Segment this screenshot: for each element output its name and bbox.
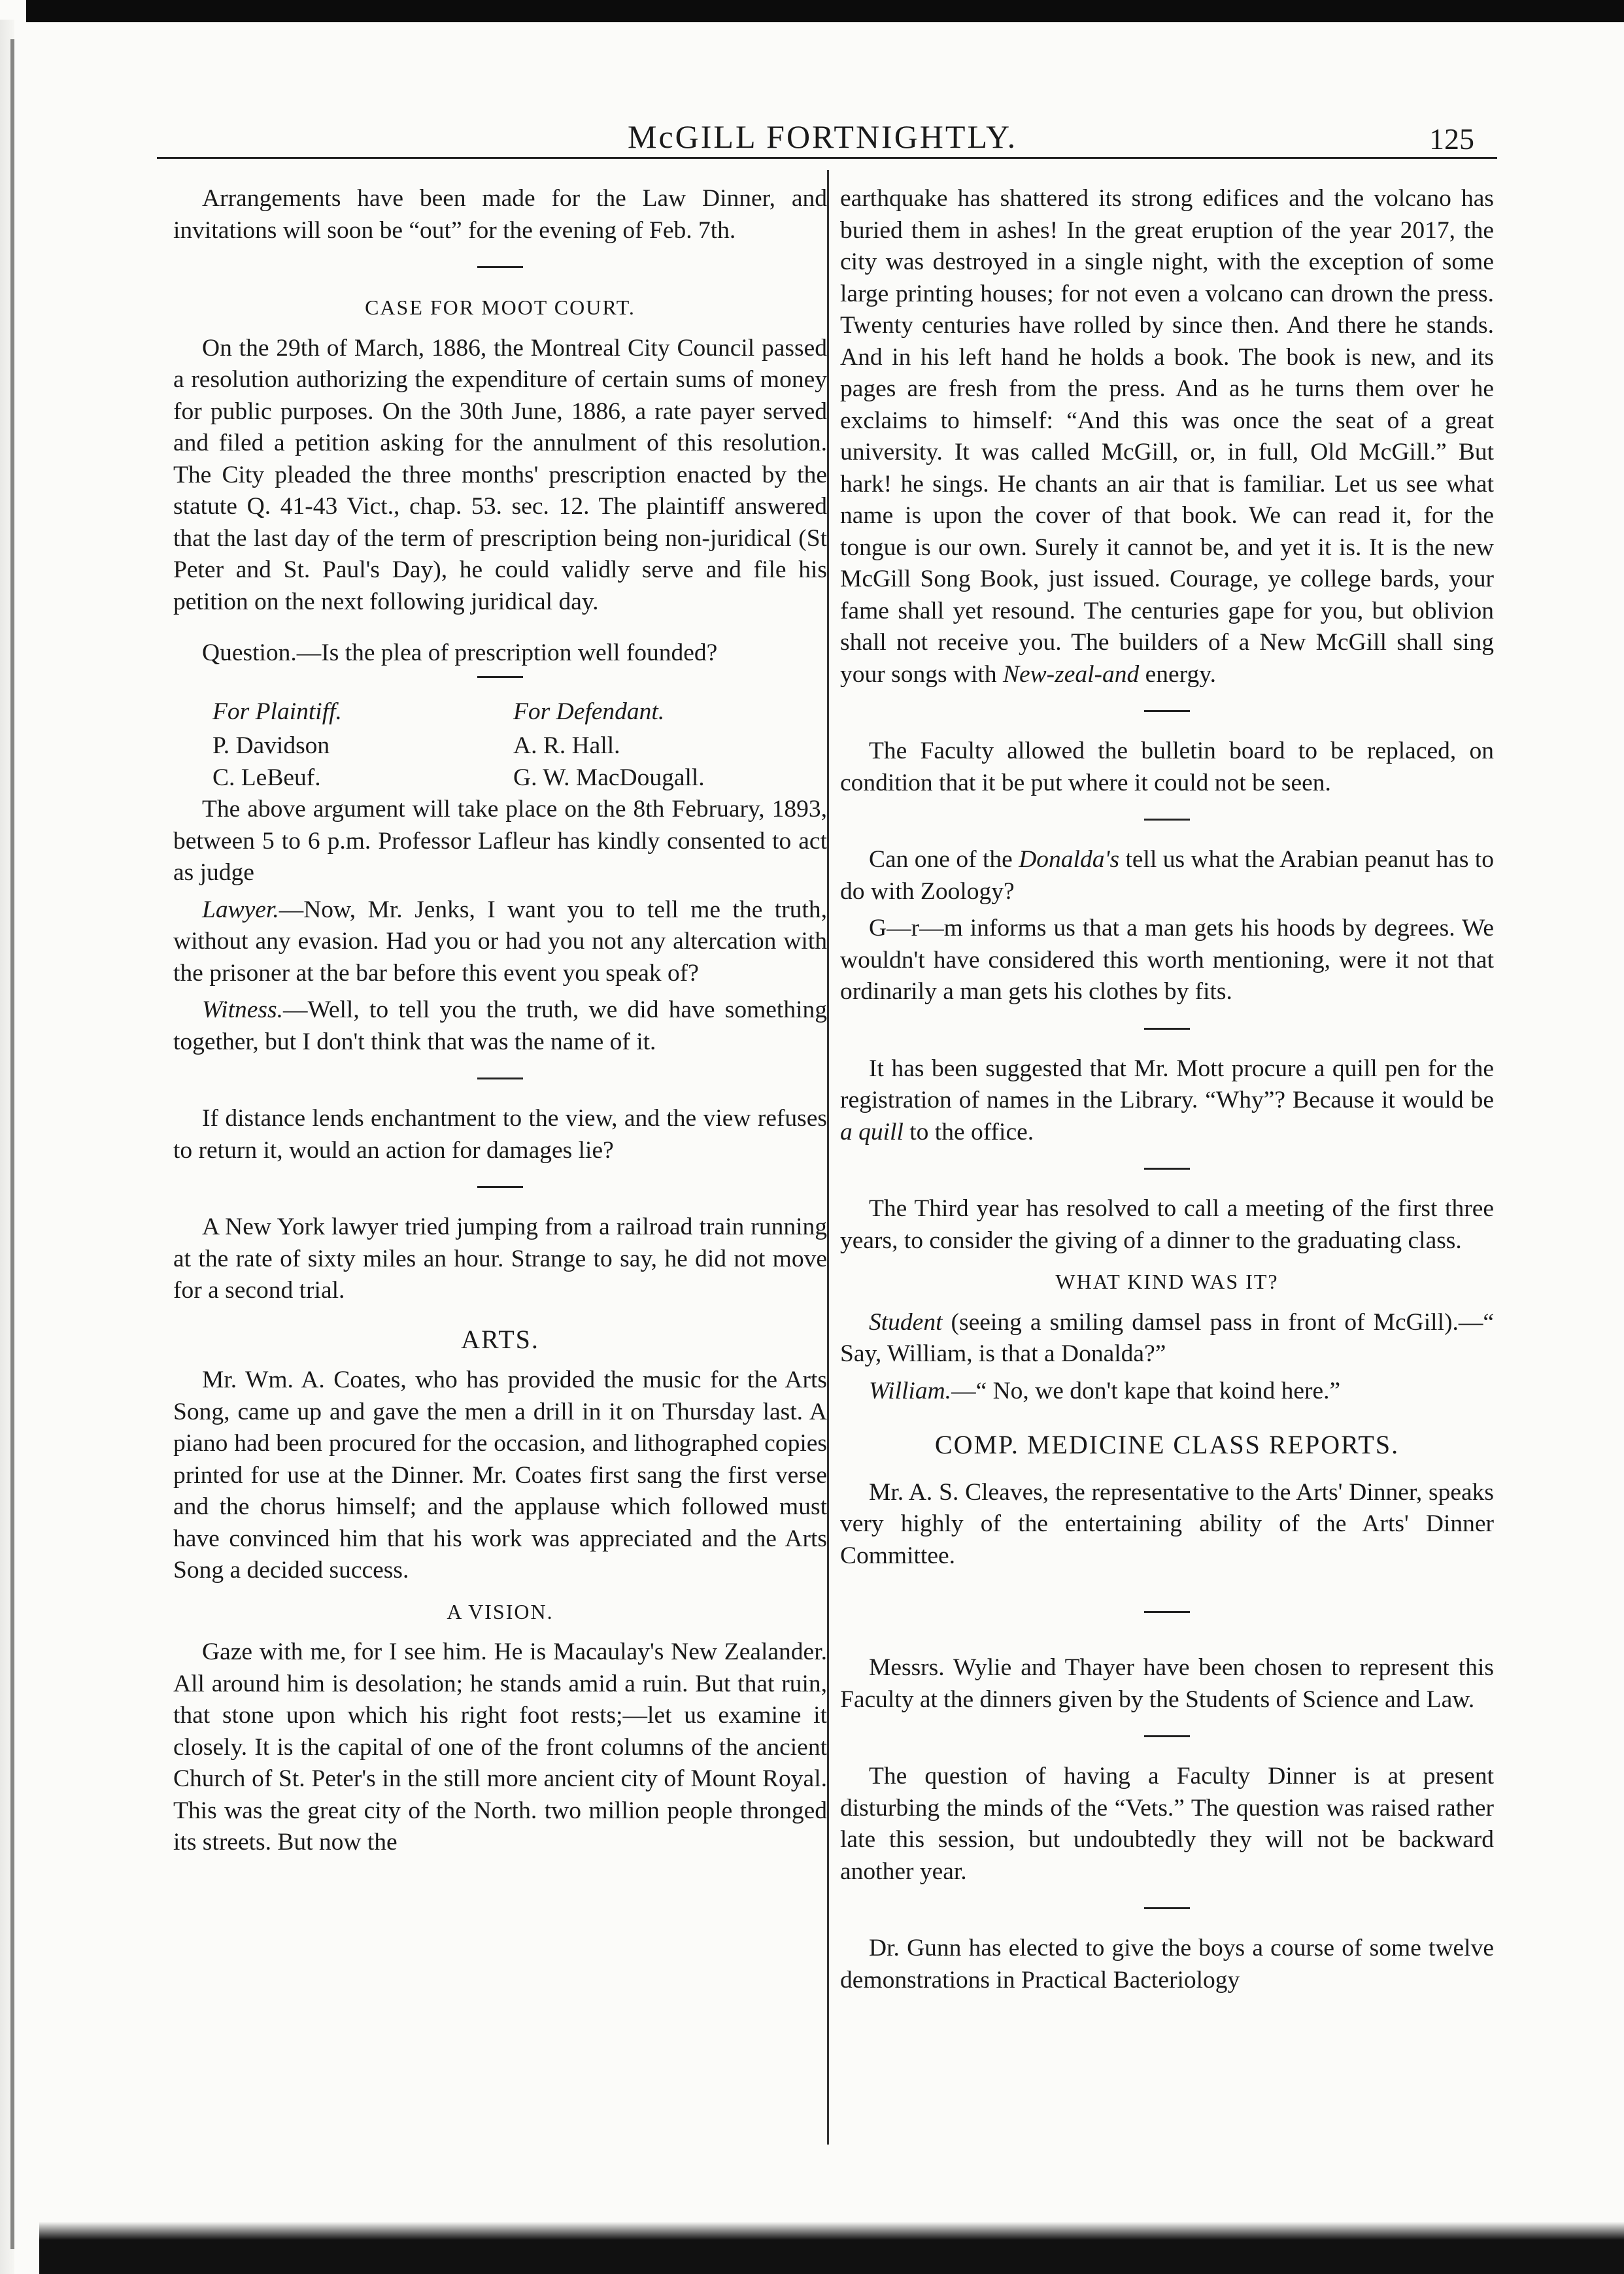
- quill-text: It has been suggested that Mr. Mott procure a quill pen for the registration of names in the Library. “Why”? Because it would be: [840, 1055, 1494, 1113]
- vision-continuation-text: earthquake has shattered its strong edifices and the volcano has buried them in ashes! In the great eruption of the year 2017, the city was destroyed in a single night, with the exception of some large printing houses; for not even a volcano can drown the press. Twenty centuries have rolled by since then. And there he stands. And in his left hand he holds a book. The book is new, and its pages are fresh from the press. And as he turns them over he exclaims to himself: “And this was once the seat of a great university. It was called McGill, or, in full, Old McGill.” But hark! he sings. He chants an air that is familiar. Let us see what name is upon the cover of that book. We can read it, for the tongue is our own. Surely it cannot be, and yet it is. It is the new McGill Song Book, just issued. Courage, ye college bards, your fame shall yet resound. The centuries gape for you, but oblivion shall not receive you. The builders of a New McGill shall sing your songs with: [840, 185, 1494, 688]
- moot-court-heading: CASE FOR MOOT COURT.: [365, 296, 635, 319]
- coates-paragraph: Mr. Wm. A. Coates, who has provided the music for the Arts Song, came up and gave the men a drill in it on Thursday last. A piano had been procured for the occasion, and lithographed copies printed for use at the Dinner. Mr. Coates first sang the first verse and the chorus himself; and the applause which followed must have convinced him that his work was appreciated and the Arts Song a decided success.: [173, 1366, 827, 1584]
- arabian-emphasis: Donalda's: [1019, 846, 1120, 873]
- header-rule: [157, 157, 1497, 159]
- cleaves-paragraph: Mr. A. S. Cleaves, the representative to the Arts' Dinner, speaks very highly of the entertaining ability of the Arts' Dinner Committee.: [840, 1478, 1494, 1569]
- page-number: 125: [1429, 122, 1474, 156]
- vision-paragraph: Gaze with me, for I see him. He is Macaulay's New Zealander. All around him is desolation; he stands amid a ruin. But that ruin, that stone upon which his right foot rests;—let us examine it closely. It is the capital of one of the front columns of the ancient Church of St. Peter's in the still more ancient city of Mount Royal. This was the great city of the North. two million people thronged its streets. But now the: [173, 1638, 827, 1856]
- scan-bottom-border: [39, 2222, 1624, 2274]
- left-column: [173, 183, 827, 1864]
- faculty-dinner-paragraph: The question of having a Faculty Dinner is at present disturbing the minds of the “Vets.” The question was raised rather late this session, but undoubtedly they will not be backward another year.: [840, 1763, 1494, 1885]
- distance-paragraph: If distance lends enchantment to the view, and the view refuses to return it, would an action for damages lie?: [173, 1105, 827, 1164]
- law-dinner-paragraph: Arrangements have been made for the Law Dinner, and invitations will soon be “out” for the evening of Feb. 7th.: [173, 185, 827, 244]
- plaintiff-heading: For Plaintiff.: [212, 698, 342, 725]
- argument-paragraph: The above argument will take place on the 8th February, 1893, between 5 to 6 p.m. Professor Lafleur has kindly consented to act as judge: [173, 796, 827, 886]
- bulletin-paragraph: The Faculty allowed the bulletin board to be replaced, on condition that it be put where it could not be seen.: [840, 738, 1494, 796]
- defendant-counsel-name: G. W. MacDougall.: [513, 764, 705, 791]
- right-column: [840, 183, 1494, 2001]
- vision-continuation-end: energy.: [1139, 660, 1216, 688]
- new-york-lawyer-paragraph: A New York lawyer tried jumping from a railroad train running at the rate of sixty miles an hour. Strange to say, he did not move for a second trial.: [173, 1213, 827, 1304]
- scan-top-border: [26, 0, 1624, 22]
- separator: [1144, 1028, 1190, 1030]
- column-rule: [827, 170, 829, 2145]
- quill-paragraph: [840, 1053, 1494, 1149]
- separator: [1144, 1735, 1190, 1737]
- plaintiff-counsel-name: P. Davidson: [212, 732, 330, 759]
- scan-left-edge: [10, 39, 14, 2249]
- plaintiff-counsel-name: C. LeBeuf.: [212, 764, 321, 791]
- william-label: William.: [869, 1377, 952, 1404]
- quill-emphasis: a quill: [840, 1118, 904, 1145]
- question-paragraph: Question.—Is the plea of prescription well founded?: [202, 639, 718, 666]
- comp-medicine-heading: COMP. MEDICINE CLASS REPORTS.: [934, 1430, 1400, 1459]
- lawyer-label: Lawyer.: [202, 896, 279, 923]
- separator: [477, 266, 523, 268]
- counsel-list: [173, 696, 827, 794]
- what-kind-heading: WHAT KIND WAS IT?: [1055, 1270, 1279, 1293]
- witness-label: Witness.: [202, 996, 283, 1023]
- gunn-paragraph: Dr. Gunn has elected to give the boys a course of some twelve demonstrations in Practical Bacteriology: [840, 1935, 1494, 1994]
- witness-text: —Well, to tell you the truth, we did have something together, but I don't think that was the name of it.: [173, 996, 827, 1055]
- separator: [1144, 710, 1190, 712]
- vision-continuation-paragraph: [840, 183, 1494, 690]
- witness-paragraph: [173, 994, 827, 1058]
- defendant-counsel-name: A. R. Hall.: [513, 732, 620, 759]
- william-paragraph: [840, 1376, 1494, 1408]
- william-text: —“ No, we don't kape that koind here.”: [951, 1377, 1341, 1404]
- vision-heading: A VISION.: [447, 1599, 554, 1623]
- student-label: Student: [869, 1308, 943, 1336]
- arabian-text: Can one of the: [869, 846, 1019, 873]
- vision-emphasis: New-zeal-and: [1002, 660, 1140, 688]
- arts-heading: ARTS.: [461, 1324, 539, 1354]
- quill-text-end: to the office.: [903, 1118, 1034, 1145]
- separator: [1144, 819, 1190, 821]
- hoods-paragraph: G—r—m informs us that a man gets his hoods by degrees. We wouldn't have considered this worth mentioning, were it not that ordinarily a man gets his clothes by fits.: [840, 915, 1494, 1005]
- student-text: (seeing a smiling damsel pass in front of McGill).—“ Say, William, is that a Donalda?”: [840, 1308, 1494, 1367]
- separator: [477, 1078, 523, 1079]
- third-year-paragraph: The Third year has resolved to call a meeting of the first three years, to consider the giving of a dinner to the graduating class.: [840, 1195, 1494, 1254]
- student-paragraph: [840, 1307, 1494, 1370]
- separator: [477, 1186, 523, 1188]
- defendant-heading: For Defendant.: [513, 698, 665, 725]
- defendant-counsel: [513, 696, 788, 794]
- arabian-text-end: tell us what the Arabian peanut has to do with Zoology?: [840, 846, 1494, 905]
- separator: [1144, 1168, 1190, 1170]
- separator: [1144, 1907, 1190, 1909]
- arabian-paragraph: [840, 844, 1494, 908]
- wylie-paragraph: Messrs. Wylie and Thayer have been chosen to represent this Faculty at the dinners given by the Students of Science and Law.: [840, 1654, 1494, 1713]
- lawyer-text: —Now, Mr. Jenks, I want you to tell me the truth, without any evasion. Had you or had you not any altercation with the prisoner at the bar before this event you speak of?: [173, 896, 827, 987]
- separator: [477, 676, 523, 678]
- separator: [1144, 1611, 1190, 1613]
- moot-court-paragraph: On the 29th of March, 1886, the Montreal City Council passed a resolution authorizing the expenditure of certain sums of money for public purposes. On the 30th June, 1886, a rate payer served and filed a petition asking for the annulment of this resolution. The City pleaded the three months' prescription enacted by the statute Q. 41-43 Vict., chap. 53. sec. 12. The plaintiff answered that the last day of the term of prescription being non-juridical (St Peter and St. Paul's Day), he could validly serve and file his petition on the next following juridical day.: [173, 334, 827, 615]
- plaintiff-counsel: [212, 696, 487, 794]
- lawyer-paragraph: [173, 894, 827, 990]
- running-header: McGILL FORTNIGHTLY.: [628, 118, 1018, 155]
